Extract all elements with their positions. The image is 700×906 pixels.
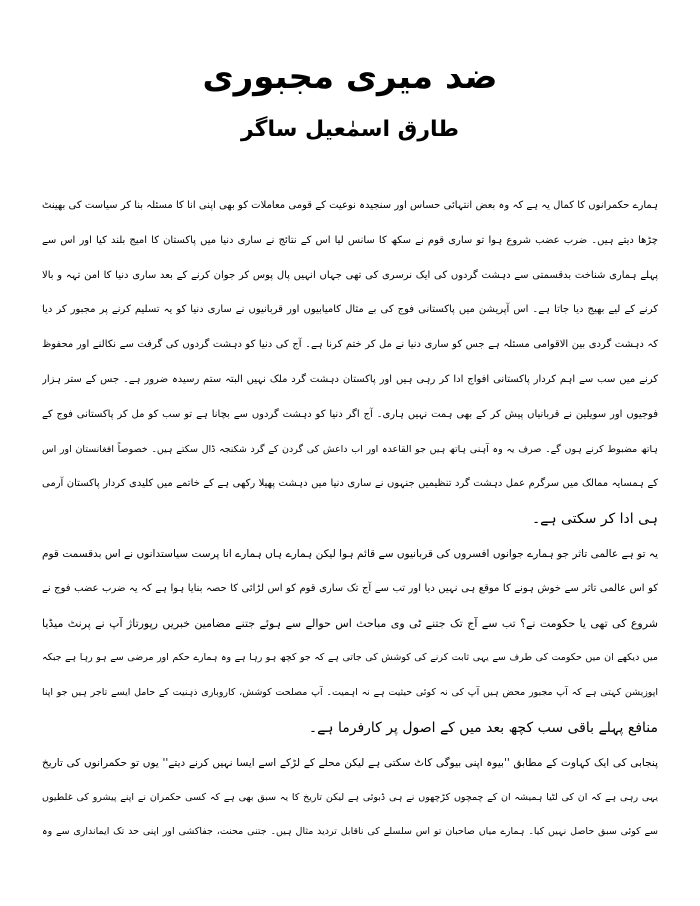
text-line: کے ہمسایہ ممالک میں سرگرم عمل دہشت گرد تنظیمیں جنہوں نے ساری دنیا میں دہشت پھیلا رکھی ہے کے خاتمے میں کلیدی کردار پاکستان آرمی — [42, 478, 658, 490]
text-line: پنجابی کی ایک کہاوت کے مطابق ''بیوہ اپنی بیوگی کاٹ سکتی ہے لیکن محلے کے لڑکے اسے ایسا نہیں کرنے دیتے'' یوں تو حکمرانوں کی تاریخ — [42, 756, 658, 769]
text-line: چڑھا دیتے ہیں۔ ضرب عضب شروع ہوا تو ساری قوم نے سکھ کا سانس لیا اس کے نتائج نے ساری دنیا میں پاکستان کا امیج بلند کیا اور اس سے — [42, 234, 658, 246]
article-title: ضد میری مجبوری — [202, 57, 498, 97]
text-line: ہی ادا کر سکتی ہے۔ — [531, 511, 658, 528]
text-line: کہ دہشت گردی بین الاقوامی مسئلہ ہے جس کو ساری دنیا نے مل کر ختم کرنا ہے۔ آج کی دنیا کو دہشت گردوں کی گرفت سے نکالنے اور محفوظ — [42, 339, 658, 351]
text-line: پہلے ہماری شناخت بدقسمتی سے دہشت گردوں کی ایک نرسری کی تھی جہاں انہیں پال پوس کر جوان کرنے کے بعد ساری دنیا کا امن تہہ و بالا — [42, 269, 658, 281]
article-body — [42, 189, 658, 850]
text-line: کرنے میں سب سے اہم کردار پاکستانی افواج ادا کر رہی ہیں اور پاکستان دہشت گرد ملک نہیں البتہ ستم رسیدہ ضرور ہے۔ جس کے ستر ہزار — [42, 373, 658, 385]
text-line: یہ تو ہے عالمی تاثر جو ہمارے جوانوں افسروں کی قربانیوں سے قائم ہوا لیکن ہمارے ہاں ہمارے انا پرست سیاستدانوں نے اس بدقسمت قوم — [42, 547, 658, 560]
text-line: اپوزیشن کہتی ہے کہ آپ مجبور محض ہیں آپ کی نہ کوئی حیثیت ہے نہ اہمیت۔ آپ مصلحت کوشش، کاروباری ذہنیت کے حامل ایسے تاجر ہیں جو اپنا — [42, 687, 658, 699]
article-author: طارق اسمٰعیل ساگر — [241, 117, 459, 142]
text-line: کرنے کے لیے بھیج دیا جاتا ہے۔ اس آپریشن میں پاکستانی فوج کی بے مثال کامیابیوں اور قربانیوں نے ساری دنیا کو یہ تسلیم کرنے پر مجبور کر دیا — [42, 304, 658, 316]
text-line: یہی رہی ہے کہ ان کی لٹیا ہمیشہ ان کے چمچوں کڑچھوں نے ہی ڈبوئی ہے لیکن تاریخ کا یہ سبق بھی ہے کہ کسی حکمران نے اپنے پیشرو کی غلطیوں — [42, 791, 658, 803]
paragraph — [42, 746, 658, 850]
text-line: فوجیوں اور سویلین نے قربانیاں پیش کر کے بھی ہمت نہیں ہاری۔ آج اگر دنیا کو دہشت گردوں سے بچانا ہے تو سب کو مل کر پاکستانی فوج کے — [42, 408, 658, 420]
text-line: منافع پہلے باقی سب کچھ بعد میں کے اصول پر کارفرما ہے۔ — [308, 719, 658, 736]
text-line: میں دیکھے ان میں حکومت کی طرف سے یہی ثابت کرنے کی کوشش کی جاتی ہے کہ جو کچھ ہو رہا ہے وہ ہمارے حکم اور مرضی سے ہو رہا ہے جبکہ — [42, 652, 658, 664]
paragraph — [42, 189, 658, 537]
text-line: ہاتھ مضبوط کرنے ہوں گے۔ صرف یہ وہ آہنی ہاتھ ہیں جو القاعدہ اور اب داعش کی گردن کے گرد شکنجہ ڈال سکتے ہیں۔ خصوصاً افغانستان اور اس — [42, 443, 658, 455]
text-line: شروع کی تھی یا حکومت نے؟ تب سے آج تک جتنے ٹی وی مباحث اس حوالے سے ہوئے جتنے مضامین خبریں رپورتاژ آپ نے پرنٹ میڈیا — [42, 616, 658, 630]
text-line: ہمارے حکمرانوں کا کمال یہ ہے کہ وہ بعض انتہائی حساس اور سنجیدہ نوعیت کے قومی معاملات کو بھی اپنی انا کا مسئلہ بنا کر سیاست کی بھینٹ — [42, 200, 658, 211]
paragraph — [42, 537, 658, 746]
text-line: سے کوئی سبق حاصل نہیں کیا۔ ہمارے میاں صاحبان تو اس سلسلے کی ناقابل تردید مثال ہیں۔ جتنی محنت، جفاکشی اور اپنی حد تک ایمانداری سے وہ — [42, 826, 658, 838]
text-line: کو اس عالمی تاثر سے خوش ہونے کا موقع ہی نہیں دیا اور تب سے آج تک ساری قوم کو اس لڑائی کا حصہ بنایا ہوا ہے کہ یہ ضرب عضب فوج نے — [42, 582, 658, 594]
